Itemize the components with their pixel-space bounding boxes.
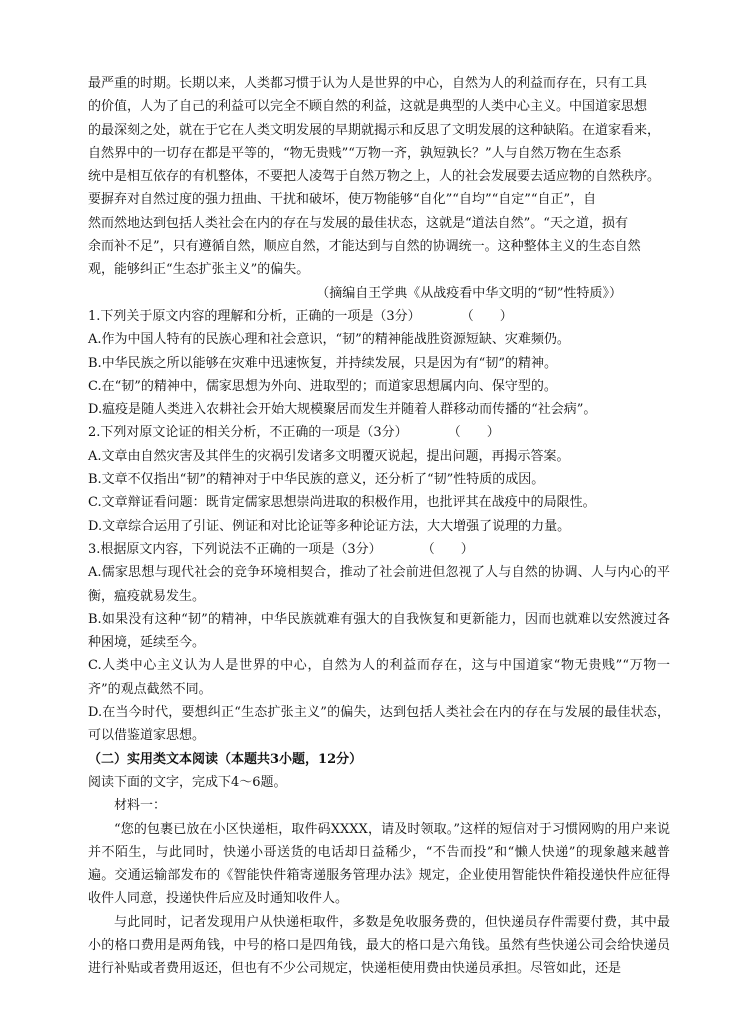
material-paragraph: 与此同时，记者发现用户从快递柜取件，多数是免收服务费的，但快递员存件需要付费，其中最小的格口费用是两角钱，中号的格口是四角钱，最大的格口是六角钱。虽然有些快递公司会给快递员进行补贴或者费用返还，但也有不少公司规定，快递柜使用费由快递员承担。尽管如此，还是	[88, 914, 670, 977]
answer-blank: （ ）	[447, 425, 500, 441]
passage-line: 的最深刻之处，就在于它在人类文明发展的早期就揭示和反思了文明发展的这种缺陷。在道家看来，	[88, 122, 661, 138]
option-d: D.瘟疫是随人类进入农耕社会开始大规模聚居而发生并随着人群移动而传播的“社会病”。	[88, 402, 597, 418]
option-c: C.人类中心主义认为人是世界的中心，自然为人的利益而存在，这与中国道家“物无贵贱”“万物一齐”的观点截然不同。	[88, 658, 670, 697]
document-page	[88, 72, 670, 981]
option-a: A.儒家思想与现代社会的竞争环境相契合，推动了社会前进但忽视了人与自然的协调、人与内心的平衡，瘟疫就易发生。	[88, 565, 670, 604]
question-stem	[88, 305, 670, 328]
option-a: A.文章由自然灾害及其伴生的灾祸引发诸多文明覆灭说起，提出问题，再揭示答案。	[88, 448, 570, 464]
question-stem-text: 2.下列对原文论证的相关分析，不正确的一项是（3分）	[88, 425, 408, 441]
passage-line: 要摒弃对自然过度的强力扭曲、干扰和破坏，使万物能够“自化”“自均”“自定”“自正”，自	[88, 192, 597, 208]
passage-line: 然而然地达到包括人类社会在内的存在与发展的最佳状态，这就是“道法自然”。“天之道，损有	[88, 215, 628, 231]
question-3	[88, 538, 670, 748]
option-d: D.文章综合运用了引证、例证和对比论证等多种论证方法，大大增强了说理的力量。	[88, 518, 571, 534]
option-b: B.如果没有这种“韧”的精神，中华民族就难有强大的自我恢复和更新能力，因而也就难以安然渡过各种困境，延续至今。	[88, 611, 670, 651]
option-c: C.在“韧”的精神中，儒家思想为外向、进取型的；而道家思想属内向、保守型的。	[88, 378, 557, 394]
question-2	[88, 421, 670, 537]
option-b: B.中华民族之所以能够在灾难中迅速恢复，并持续发展，只是因为有“韧”的精神。	[88, 355, 557, 371]
option-a: A.作为中国人特有的民族心理和社会意识，“韧”的精神能战胜资源短缺、灾难频仍。	[88, 332, 570, 348]
question-1	[88, 305, 670, 421]
question-stem	[88, 421, 670, 444]
material-label: 材料一：	[114, 798, 167, 814]
passage-line: 最严重的时期。长期以来，人类都习惯于认为人是世界的中心，自然为人的利益而存在，只有工具	[88, 76, 648, 91]
passage-line: 自然界中的一切存在都是平等的，“物无贵贱”“万物一齐，孰短孰长？”人与自然万物在生态系	[88, 145, 622, 161]
passage-source: （摘编自王学典《从战疫看中华文明的“韧”性特质》）	[316, 285, 622, 301]
question-stem-text: 1.下列关于原文内容的理解和分析，正确的一项是（3分）	[88, 308, 421, 324]
passage-text	[88, 72, 670, 282]
question-stem	[88, 538, 670, 561]
answer-blank: （ ）	[421, 541, 474, 557]
passage-line: 统中是相互依存的有机整体，不要把人凌驾于自然万物之上，人的社会发展要去适应物的自然秩序。	[88, 169, 661, 185]
section-instruction: 阅读下面的文字，完成下4～6题。	[88, 774, 287, 790]
material-paragraph: “您的包裹已放在小区快递柜，取件码XXXX，请及时领取。”这样的短信对于习惯网购的用户来说并不陌生，与此同时，快递小哥送货的电话却日益稀少，“不告而投”和“懒人快递”的现象越来越普遍。交通运输部发布的《智能快件箱寄递服务管理办法》规定，企业使用智能快件箱投递快件应征得收件人同意，投递快件后应及时通知收件人。	[88, 821, 670, 907]
option-b: B.文章不仅指出“韧”的精神对于中华民族的意义，还分析了“韧”性特质的成因。	[88, 472, 545, 488]
option-d: D.在当今时代，要想纠正“生态扩张主义”的偏失，达到包括人类社会在内的存在与发展的最佳状态，可以借鉴道家思想。	[88, 705, 670, 744]
passage-line: 观，能够纠正“生态扩张主义”的偏失。	[88, 262, 310, 278]
passage-line: 的价值，人为了自己的利益可以完全不顾自然的利益，这就是典型的人类中心主义。中国道家思想	[88, 99, 648, 115]
option-c: C.文章辩证看问题：既肯定儒家思想崇尚进取的积极作用，也批评其在战疫中的局限性。	[88, 495, 596, 511]
section-heading: （二）实用类文本阅读（本题共3小题，12分）	[88, 751, 363, 767]
question-stem-text: 3.根据原文内容，下列说法不正确的一项是（3分）	[88, 541, 382, 557]
passage-line: 余而补不足”，只有遵循自然，顺应自然，才能达到与自然的协调统一。这种整体主义的生态自然	[88, 239, 641, 255]
answer-blank: （ ）	[460, 308, 513, 324]
